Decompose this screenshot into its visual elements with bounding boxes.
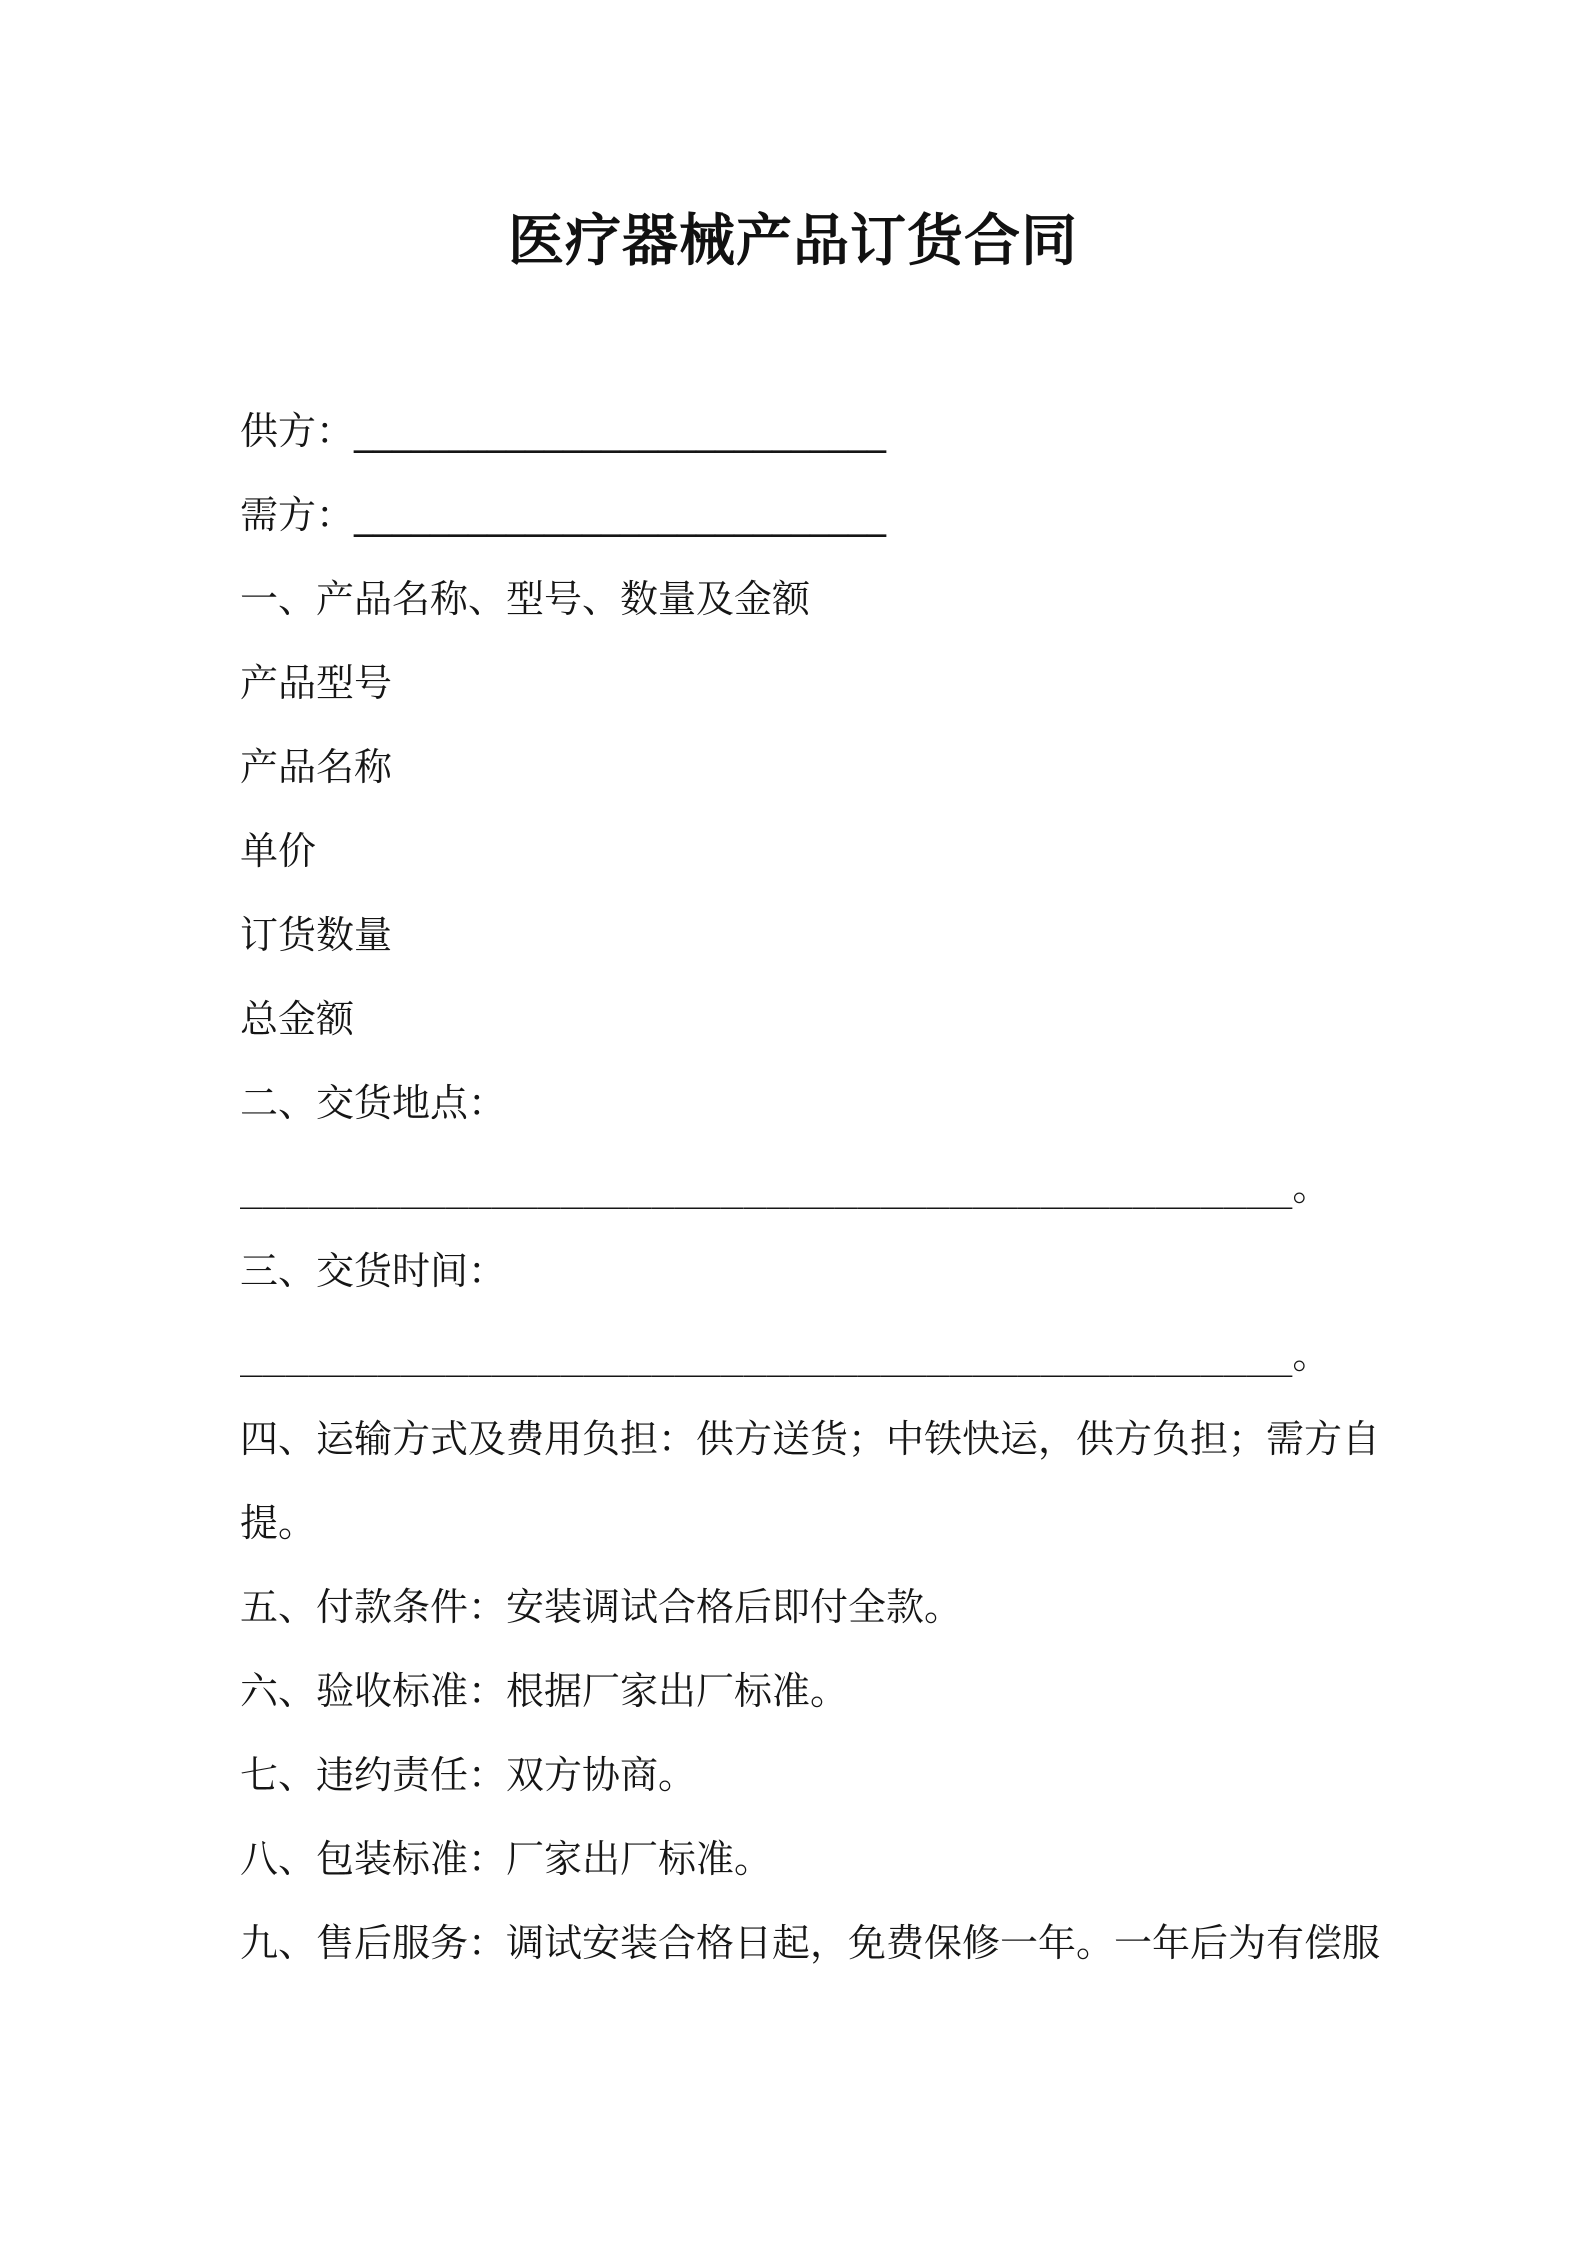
total-amount-label: 总金额: [240, 997, 355, 1041]
supplier-line: 供方：____________________________: [240, 409, 887, 453]
section-2-heading: 二、交货地点：: [240, 1081, 507, 1125]
unit-price-label: 单价: [240, 829, 317, 873]
order-quantity-label: 订货数量: [240, 913, 393, 957]
delivery-time-blank: ______________________________________________。: [240, 1333, 1331, 1377]
product-model-label: 产品型号: [240, 661, 393, 705]
section-3-heading: 三、交货时间：: [240, 1249, 507, 1293]
product-name-label: 产品名称: [240, 745, 393, 789]
delivery-location-blank: ______________________________________________。: [240, 1165, 1331, 1209]
section-4-text-continued: 提。: [240, 1501, 317, 1545]
section-8-text: 八、包装标准：厂家出厂标准。: [240, 1837, 773, 1881]
section-4-text: 四、运输方式及费用负担：供方送货；中铁快运，供方负担；需方自: [240, 1417, 1381, 1461]
section-9-text: 九、售后服务：调试安装合格日起，免费保修一年。一年后为有偿服: [240, 1921, 1381, 1965]
section-6-text: 六、验收标准：根据厂家出厂标准。: [240, 1669, 849, 1713]
document-title: 医疗器械产品订货合同: [508, 209, 1078, 274]
section-7-text: 七、违约责任：双方协商。: [240, 1753, 697, 1797]
section-5-text: 五、付款条件：安装调试合格后即付全款。: [240, 1585, 963, 1629]
buyer-line: 需方：____________________________: [240, 493, 887, 537]
section-1-heading: 一、产品名称、型号、数量及金额: [240, 577, 811, 621]
